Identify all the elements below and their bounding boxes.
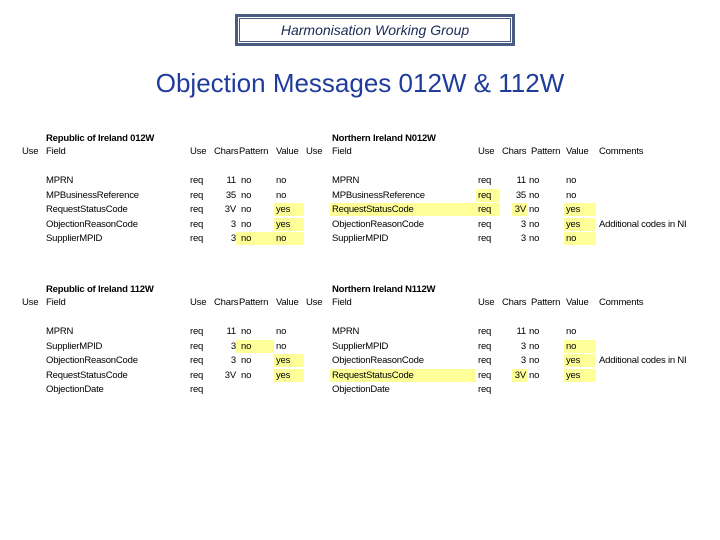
- roi-use-cell: req: [190, 355, 204, 366]
- ni-table-title: Northern Ireland N012W: [332, 133, 436, 144]
- ni-comment-cell: Additional codes in NI: [599, 218, 687, 230]
- ni-chars-cell: 3: [520, 355, 526, 366]
- roi-pattern-cell: no: [241, 369, 252, 381]
- roi-chars-cell: 3: [230, 233, 236, 244]
- roi-use-cell: req: [190, 175, 204, 186]
- roi-chars-cell: 3V: [224, 369, 236, 381]
- column-header-pattern: Pattern: [531, 146, 561, 157]
- roi-use-cell: req: [190, 340, 204, 352]
- ni-field-name: MPRN: [332, 326, 360, 337]
- ni-field-name: ObjectionReasonCode: [332, 218, 424, 230]
- ni-value-cell: no: [566, 233, 577, 244]
- ni-pattern-cell: no: [529, 326, 540, 337]
- roi-pattern-cell: no: [241, 218, 252, 230]
- ni-chars-cell: 11: [516, 175, 526, 186]
- ni-use-cell: req: [478, 355, 492, 366]
- roi-table-title: Republic of Ireland 112W: [46, 284, 154, 295]
- ni-chars-cell: 3: [520, 340, 526, 352]
- ni-chars-cell: 11: [516, 326, 526, 337]
- ni-chars-cell: 3V: [514, 204, 526, 215]
- roi-field-name: SupplierMPID: [46, 340, 103, 352]
- column-header-field: Field: [46, 146, 66, 157]
- column-header-chars: Chars: [214, 146, 239, 157]
- ni-field-name: RequestStatusCode: [332, 204, 414, 215]
- ni-use-cell: req: [478, 384, 492, 395]
- column-header-use: Use: [306, 146, 323, 157]
- roi-field-name: SupplierMPID: [46, 233, 103, 244]
- column-header-field: Field: [46, 297, 66, 308]
- roi-pattern-cell: no: [241, 189, 252, 201]
- ni-pattern-cell: no: [529, 204, 540, 215]
- roi-pattern-cell: no: [241, 204, 252, 215]
- roi-field-name: ObjectionDate: [46, 384, 104, 395]
- ni-pattern-cell: no: [529, 189, 540, 201]
- header-banner: [235, 14, 515, 46]
- column-header-chars: Chars: [214, 297, 239, 308]
- column-header-use: Use: [190, 146, 207, 157]
- roi-value-cell: no: [276, 175, 287, 186]
- roi-value-cell: no: [276, 189, 287, 201]
- roi-use-cell: req: [190, 326, 204, 337]
- column-header-chars: Chars: [502, 146, 527, 157]
- column-header-use: Use: [478, 297, 495, 308]
- ni-field-name: MPRN: [332, 175, 360, 186]
- column-header-pattern: Pattern: [239, 297, 269, 308]
- column-header-use: Use: [22, 297, 39, 308]
- column-header-value: Value: [566, 297, 589, 308]
- roi-chars-cell: 11: [226, 326, 236, 337]
- roi-field-name: MPRN: [46, 175, 74, 186]
- ni-pattern-cell: no: [529, 218, 540, 230]
- roi-use-cell: req: [190, 384, 204, 395]
- column-header-field: Field: [332, 297, 352, 308]
- roi-use-cell: req: [190, 218, 204, 230]
- ni-pattern-cell: no: [529, 175, 540, 186]
- ni-value-cell: yes: [566, 218, 581, 230]
- column-header-pattern: Pattern: [531, 297, 561, 308]
- roi-chars-cell: 3: [230, 355, 236, 366]
- ni-chars-cell: 3: [520, 218, 526, 230]
- column-header-use: Use: [478, 146, 495, 157]
- column-header-use: Use: [306, 297, 323, 308]
- ni-value-cell: yes: [566, 355, 581, 366]
- page-title: Objection Messages 012W & 112W: [155, 68, 565, 98]
- column-header-value: Value: [276, 297, 299, 308]
- roi-field-name: RequestStatusCode: [46, 204, 128, 215]
- column-header-chars: Chars: [502, 297, 527, 308]
- ni-field-name: ObjectionDate: [332, 384, 390, 395]
- roi-chars-cell: 3V: [224, 204, 236, 215]
- roi-chars-cell: 35: [225, 189, 236, 201]
- ni-chars-cell: 35: [515, 189, 526, 201]
- roi-use-cell: req: [190, 189, 204, 201]
- roi-use-cell: req: [190, 233, 204, 244]
- ni-pattern-cell: no: [529, 369, 540, 381]
- roi-use-cell: req: [190, 369, 204, 381]
- ni-use-cell: req: [478, 233, 492, 244]
- ni-use-cell: req: [478, 218, 492, 230]
- ni-value-cell: no: [566, 189, 577, 201]
- roi-value-cell: no: [276, 326, 287, 337]
- ni-field-name: SupplierMPID: [332, 233, 389, 244]
- ni-field-name: SupplierMPID: [332, 340, 389, 352]
- ni-value-cell: yes: [566, 204, 581, 215]
- roi-value-cell: no: [276, 340, 287, 352]
- roi-chars-cell: 3: [230, 218, 236, 230]
- roi-pattern-cell: no: [241, 175, 252, 186]
- ni-field-name: MPBusinessReference: [332, 189, 425, 201]
- column-header-comments: Comments: [599, 146, 644, 157]
- ni-pattern-cell: no: [529, 233, 540, 244]
- column-header-field: Field: [332, 146, 352, 157]
- roi-chars-cell: 11: [226, 175, 236, 186]
- roi-pattern-cell: no: [241, 340, 252, 352]
- roi-value-cell: yes: [276, 369, 291, 381]
- roi-field-name: ObjectionReasonCode: [46, 218, 138, 230]
- column-header-value: Value: [276, 146, 299, 157]
- column-header-pattern: Pattern: [239, 146, 269, 157]
- ni-chars-cell: 3: [520, 233, 526, 244]
- roi-pattern-cell: no: [241, 233, 252, 244]
- ni-value-cell: yes: [566, 369, 581, 381]
- ni-use-cell: req: [478, 204, 492, 215]
- roi-field-name: MPBusinessReference: [46, 189, 139, 201]
- roi-table-title: Republic of Ireland 012W: [46, 133, 155, 144]
- ni-value-cell: no: [566, 326, 577, 337]
- ni-table-title: Northern Ireland N112W: [332, 284, 436, 295]
- ni-field-name: RequestStatusCode: [332, 369, 414, 381]
- roi-value-cell: no: [276, 233, 287, 244]
- ni-value-cell: no: [566, 175, 577, 186]
- roi-value-cell: yes: [276, 355, 291, 366]
- ni-chars-cell: 3V: [514, 369, 526, 381]
- column-header-comments: Comments: [599, 297, 644, 308]
- ni-value-cell: no: [566, 340, 577, 352]
- ni-use-cell: req: [478, 175, 492, 186]
- ni-field-name: ObjectionReasonCode: [332, 355, 424, 366]
- ni-pattern-cell: no: [529, 340, 540, 352]
- column-header-value: Value: [566, 146, 589, 157]
- ni-use-cell: req: [478, 369, 492, 381]
- column-header-use: Use: [22, 146, 39, 157]
- ni-pattern-cell: no: [529, 355, 540, 366]
- roi-value-cell: yes: [276, 204, 291, 215]
- banner-text: Harmonisation Working Group: [280, 22, 470, 38]
- roi-field-name: RequestStatusCode: [46, 369, 128, 381]
- roi-use-cell: req: [190, 204, 204, 215]
- roi-pattern-cell: no: [241, 326, 252, 337]
- ni-use-cell: req: [478, 189, 492, 201]
- roi-field-name: MPRN: [46, 326, 74, 337]
- roi-chars-cell: 3: [230, 340, 236, 352]
- ni-comment-cell: Additional codes in NI: [599, 355, 687, 366]
- roi-value-cell: yes: [276, 218, 291, 230]
- ni-use-cell: req: [478, 326, 492, 337]
- roi-field-name: ObjectionReasonCode: [46, 355, 138, 366]
- column-header-use: Use: [190, 297, 207, 308]
- roi-pattern-cell: no: [241, 355, 252, 366]
- ni-use-cell: req: [478, 340, 492, 352]
